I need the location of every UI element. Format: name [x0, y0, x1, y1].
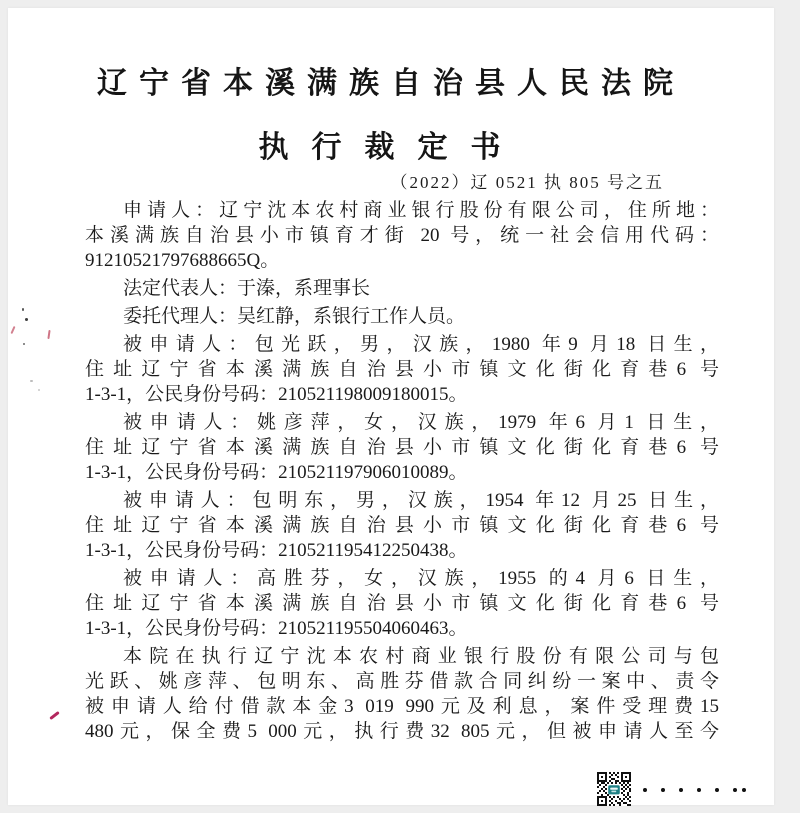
dot — [715, 788, 719, 792]
scan-artifact — [38, 389, 40, 391]
scan-artifact-red — [49, 711, 60, 720]
paragraph-legal-representative — [85, 276, 719, 301]
paragraph-respondent-4 — [85, 566, 719, 641]
body-line: 本溪满族自治县小市镇育才街 20 号，统一社会信用代码： — [85, 225, 719, 246]
body-line: 住址辽宁省本溪满族自治县小市镇文化街化育巷6 号 — [85, 593, 719, 614]
body-line: 1-3-1，公民身份号码：210521198009180015。 — [85, 384, 468, 405]
scan-artifact-red — [10, 326, 15, 334]
body-line: 被申请人：姚彦萍，女，汉族，1979 年6 月1 日生， — [123, 412, 719, 433]
scan-artifact — [30, 380, 33, 382]
dot — [661, 788, 665, 792]
dot — [643, 788, 647, 792]
body-line: 委托代理人：吴红静，系银行工作人员。 — [123, 306, 466, 327]
qr-code-icon — [597, 772, 631, 806]
body-line: 光跃、姚彦萍、包明东、高胜芬借款合同纠纷一案中、责令 — [85, 671, 719, 692]
body-line: 住址辽宁省本溪满族自治县小市镇文化街化育巷6 号 — [85, 515, 719, 536]
body-line: 1-3-1，公民身份号码：210521195504060463。 — [85, 618, 468, 639]
paragraph-respondent-3 — [85, 488, 719, 563]
body-line: 被申请人：包光跃，男，汉族，1980 年9 月18 日生， — [123, 334, 719, 355]
dot — [679, 788, 683, 792]
body-line: 住址辽宁省本溪满族自治县小市镇文化街化育巷6 号 — [85, 437, 719, 458]
paragraph-applicant — [85, 198, 719, 273]
document-body — [85, 198, 719, 747]
body-line: 本院在执行辽宁沈本农村商业银行股份有限公司与包 — [123, 646, 719, 667]
scan-artifact-red — [47, 330, 50, 339]
paragraph-respondent-1 — [85, 332, 719, 407]
body-line: 被申请人给付借款本金3 019 990元及利息，案件受理费15 — [85, 696, 719, 717]
paragraph-agent — [85, 304, 719, 329]
body-line: 申请人：辽宁沈本农村商业银行股份有限公司，住所地： — [123, 200, 719, 221]
body-line: 被申请人：包明东，男，汉族，1954 年12 月25 日生， — [123, 490, 719, 511]
body-line: 91210521797688665Q。 — [85, 250, 280, 271]
dot — [697, 788, 701, 792]
scan-artifact — [25, 318, 28, 321]
body-line: 480元，保全费5 000元，执行费32 805元，但被申请人至今 — [85, 721, 719, 742]
paragraph-respondent-2 — [85, 410, 719, 485]
dot — [733, 788, 737, 792]
scan-artifact — [23, 343, 25, 345]
body-line: 1-3-1，公民身份号码：210521195412250438。 — [85, 540, 468, 561]
case-number: （2022）辽 0521 执 805 号之五 — [390, 173, 664, 192]
paragraph-case-summary — [85, 644, 719, 744]
dot — [742, 788, 746, 792]
body-line: 住址辽宁省本溪满族自治县小市镇文化街化育巷6 号 — [85, 359, 719, 380]
body-line: 法定代表人：于溱，系理事长 — [123, 278, 371, 299]
body-line: 被申请人：高胜芬，女，汉族，1955 的4 月6 日生， — [123, 568, 719, 589]
footer-dot-leaders — [643, 788, 746, 792]
scan-artifact — [22, 308, 24, 311]
document-page — [8, 8, 774, 805]
page-footer — [597, 772, 746, 806]
court-name: 辽宁省本溪满族自治县人民法院 — [97, 67, 685, 100]
document-title: 执行裁定书 — [258, 131, 524, 164]
body-line: 1-3-1，公民身份号码：210521197906010089。 — [85, 462, 468, 483]
